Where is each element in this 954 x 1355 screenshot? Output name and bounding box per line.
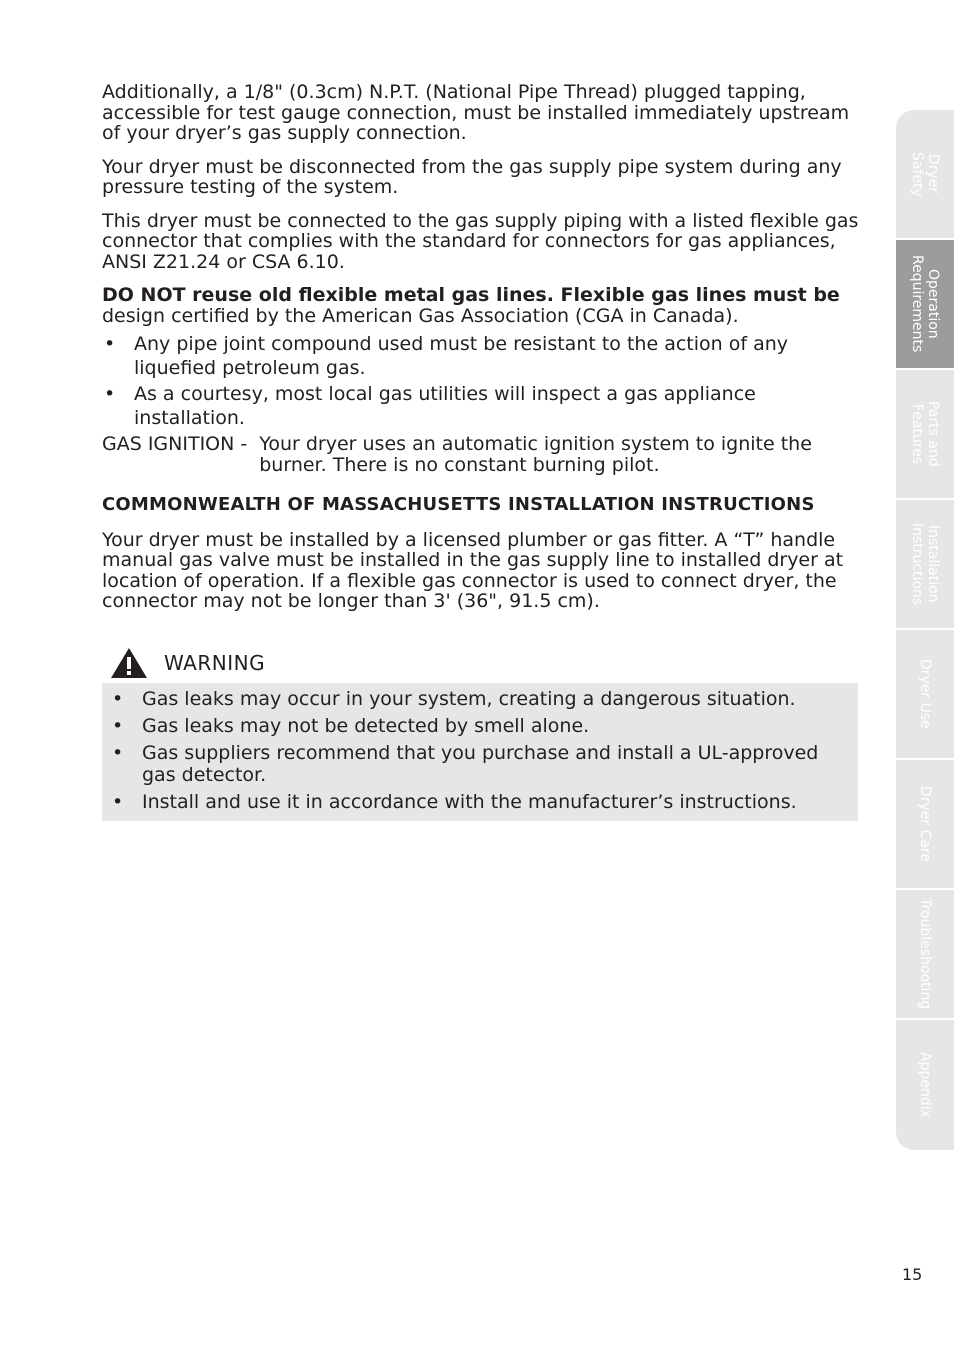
paragraph-npt-tapping: Additionally, a 1/8" (0.3cm) N.P.T. (National Pipe Thread) plugged tapping, accessible for test gauge connection, must be installed immediately upstream of your dryer’s gas supply connection. — [102, 81, 850, 144]
requirements-list — [102, 332, 872, 430]
tab-troubleshooting[interactable]: Troubleshooting — [896, 890, 954, 1020]
list-item: • As a courtesy, most local gas utilities will inspect a gas appliance installation. — [104, 383, 756, 429]
main-content — [102, 82, 872, 625]
massachusetts-text: Your dryer must be installed by a licensed plumber or gas fitter. A “T” handle manual gas valve must be installed in the gas supply line to installed dryer at location of operation. If a flexible gas connector is used to connect dryer, the connector may not be longer than 3' (36", 91.5 cm). — [102, 528, 844, 612]
tab-appendix[interactable]: Appendix — [896, 1020, 954, 1150]
gas-ignition-note — [102, 434, 872, 475]
bullet-icon: • — [112, 742, 124, 764]
tab-dryer-safety[interactable]: Dryer Safety — [896, 110, 954, 240]
tab-dryer-use[interactable]: Dryer Use — [896, 630, 954, 760]
list-item: • Gas suppliers recommend that you purchase and install a UL-approved gas detector. — [112, 742, 819, 786]
massachusetts-heading: COMMONWEALTH OF MASSACHUSETTS INSTALLATION INSTRUCTIONS — [102, 494, 815, 515]
tab-dryer-care[interactable]: Dryer Care — [896, 760, 954, 890]
bullet-icon: • — [112, 715, 124, 737]
gas-ignition-text: Your dryer uses an automatic ignition system to ignite the burner. There is no constant burning pilot. — [259, 433, 812, 476]
gas-ignition-label: GAS IGNITION - — [102, 433, 248, 455]
bullet-icon: • — [104, 333, 116, 355]
list-item: • Install and use it in accordance with the manufacturer’s instructions. — [112, 791, 797, 813]
list-item: • Gas leaks may not be detected by smell alone. — [112, 715, 590, 737]
list-item: • Gas leaks may occur in your system, creating a dangerous situation. — [112, 688, 796, 710]
tab-installation-instructions[interactable]: Installation Instructions — [896, 500, 954, 630]
warning-box — [102, 683, 858, 821]
warning-list — [110, 688, 848, 813]
bullet-icon: • — [112, 688, 124, 710]
bullet-icon: • — [112, 791, 124, 813]
tab-parts-and-features[interactable]: Parts and Features — [896, 370, 954, 500]
bullet-icon: • — [104, 383, 116, 405]
gas-lines-rest-text: design certified by the American Gas Association (CGA in Canada). — [102, 304, 739, 327]
tab-operation-requirements[interactable]: Operation Requirements — [896, 240, 954, 370]
paragraph-gas-lines — [102, 285, 872, 326]
section-tabs — [896, 110, 954, 1150]
gas-lines-bold-text: DO NOT reuse old flexible metal gas lines. Flexible gas lines must be — [102, 284, 840, 306]
page-number: 15 — [902, 1265, 923, 1284]
warning-header — [102, 643, 858, 683]
warning-triangle-icon — [110, 647, 148, 679]
warning-title: WARNING — [164, 651, 266, 675]
paragraph-pressure-testing: Your dryer must be disconnected from the gas supply pipe system during any pressure testing of the system. — [102, 155, 842, 198]
paragraph-flexible-connector: This dryer must be connected to the gas supply piping with a listed flexible gas connector that complies with the standard for connectors for gas appliances, ANSI Z21.24 or CSA 6.10. — [102, 209, 859, 273]
list-item: • Any pipe joint compound used must be resistant to the action of any liquefied petroleum gas. — [104, 333, 788, 379]
